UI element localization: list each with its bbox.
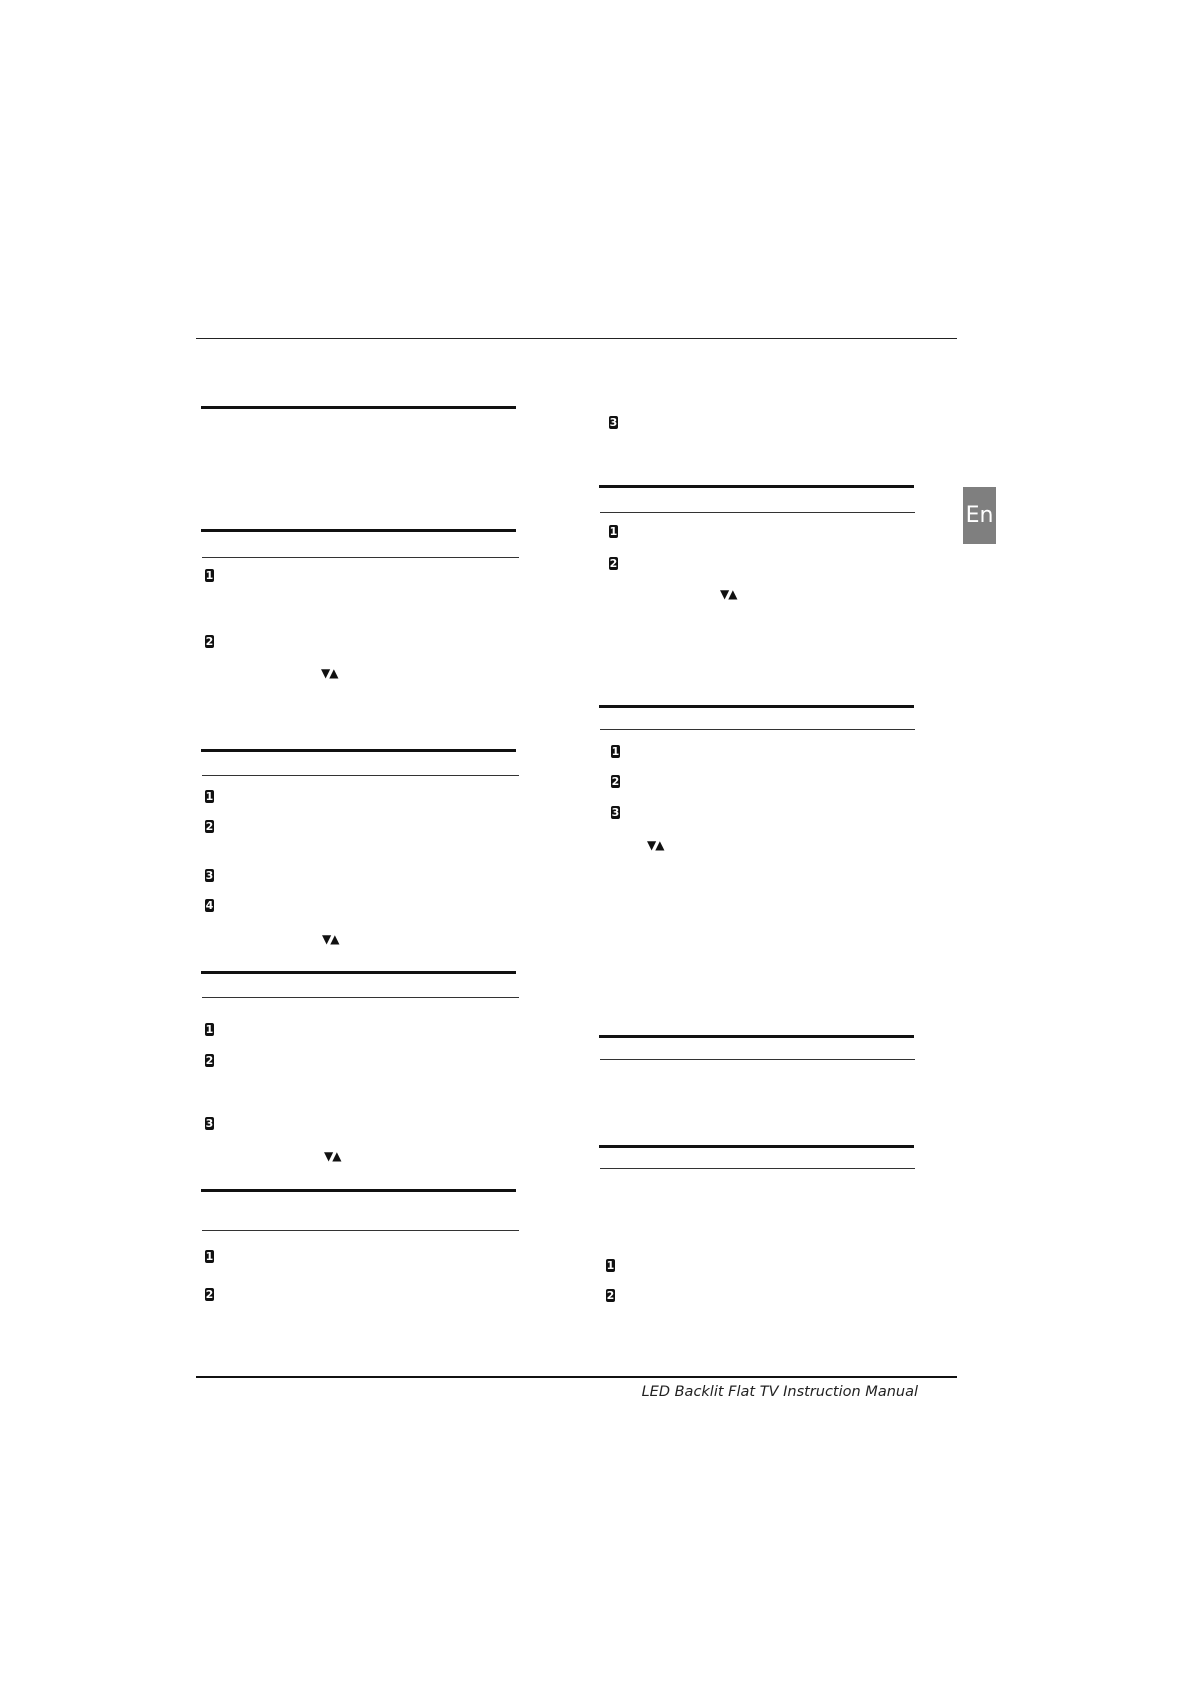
down-up-arrows-icon: ▼▲ xyxy=(647,838,664,852)
step-badge: 1 xyxy=(205,569,214,582)
step-badge: 2 xyxy=(205,1054,214,1067)
section-rule xyxy=(201,749,516,752)
step-badge: 2 xyxy=(611,775,620,788)
section-subrule xyxy=(202,1230,519,1231)
down-up-arrows-icon: ▼▲ xyxy=(720,587,737,601)
section-subrule xyxy=(600,1059,915,1060)
step-badge: 1 xyxy=(205,790,214,803)
step-badge: 1 xyxy=(609,525,618,538)
footer-manual-title: LED Backlit Flat TV Instruction Manual xyxy=(641,1384,918,1400)
section-rule xyxy=(599,485,914,488)
section-subrule xyxy=(202,557,519,558)
step-badge: 2 xyxy=(205,635,214,648)
language-tab[interactable]: En xyxy=(963,487,996,544)
step-badge: 1 xyxy=(205,1250,214,1263)
section-subrule xyxy=(600,729,915,730)
section-rule xyxy=(599,1145,914,1148)
step-badge: 3 xyxy=(611,806,620,819)
section-subrule xyxy=(600,1168,915,1169)
step-badge: 2 xyxy=(205,820,214,833)
footer-rule xyxy=(196,1376,957,1378)
down-up-arrows-icon: ▼▲ xyxy=(321,666,338,680)
down-up-arrows-icon: ▼▲ xyxy=(324,1149,341,1163)
section-rule xyxy=(201,971,516,974)
section-rule xyxy=(201,406,516,409)
section-rule xyxy=(599,705,914,708)
step-badge: 2 xyxy=(205,1288,214,1301)
section-rule xyxy=(201,1189,516,1192)
step-badge: 1 xyxy=(611,745,620,758)
section-subrule xyxy=(202,775,519,776)
section-rule xyxy=(201,529,516,532)
down-up-arrows-icon: ▼▲ xyxy=(322,932,339,946)
step-badge: 1 xyxy=(606,1259,615,1272)
step-badge: 4 xyxy=(205,899,214,912)
section-rule xyxy=(599,1035,914,1038)
step-badge: 2 xyxy=(609,557,618,570)
step-badge: 3 xyxy=(205,869,214,882)
step-badge: 3 xyxy=(205,1117,214,1130)
section-subrule xyxy=(600,512,915,513)
header-rule xyxy=(196,338,957,339)
step-badge: 3 xyxy=(609,416,618,429)
step-badge: 1 xyxy=(205,1023,214,1036)
section-subrule xyxy=(202,997,519,998)
step-badge: 2 xyxy=(606,1289,615,1302)
